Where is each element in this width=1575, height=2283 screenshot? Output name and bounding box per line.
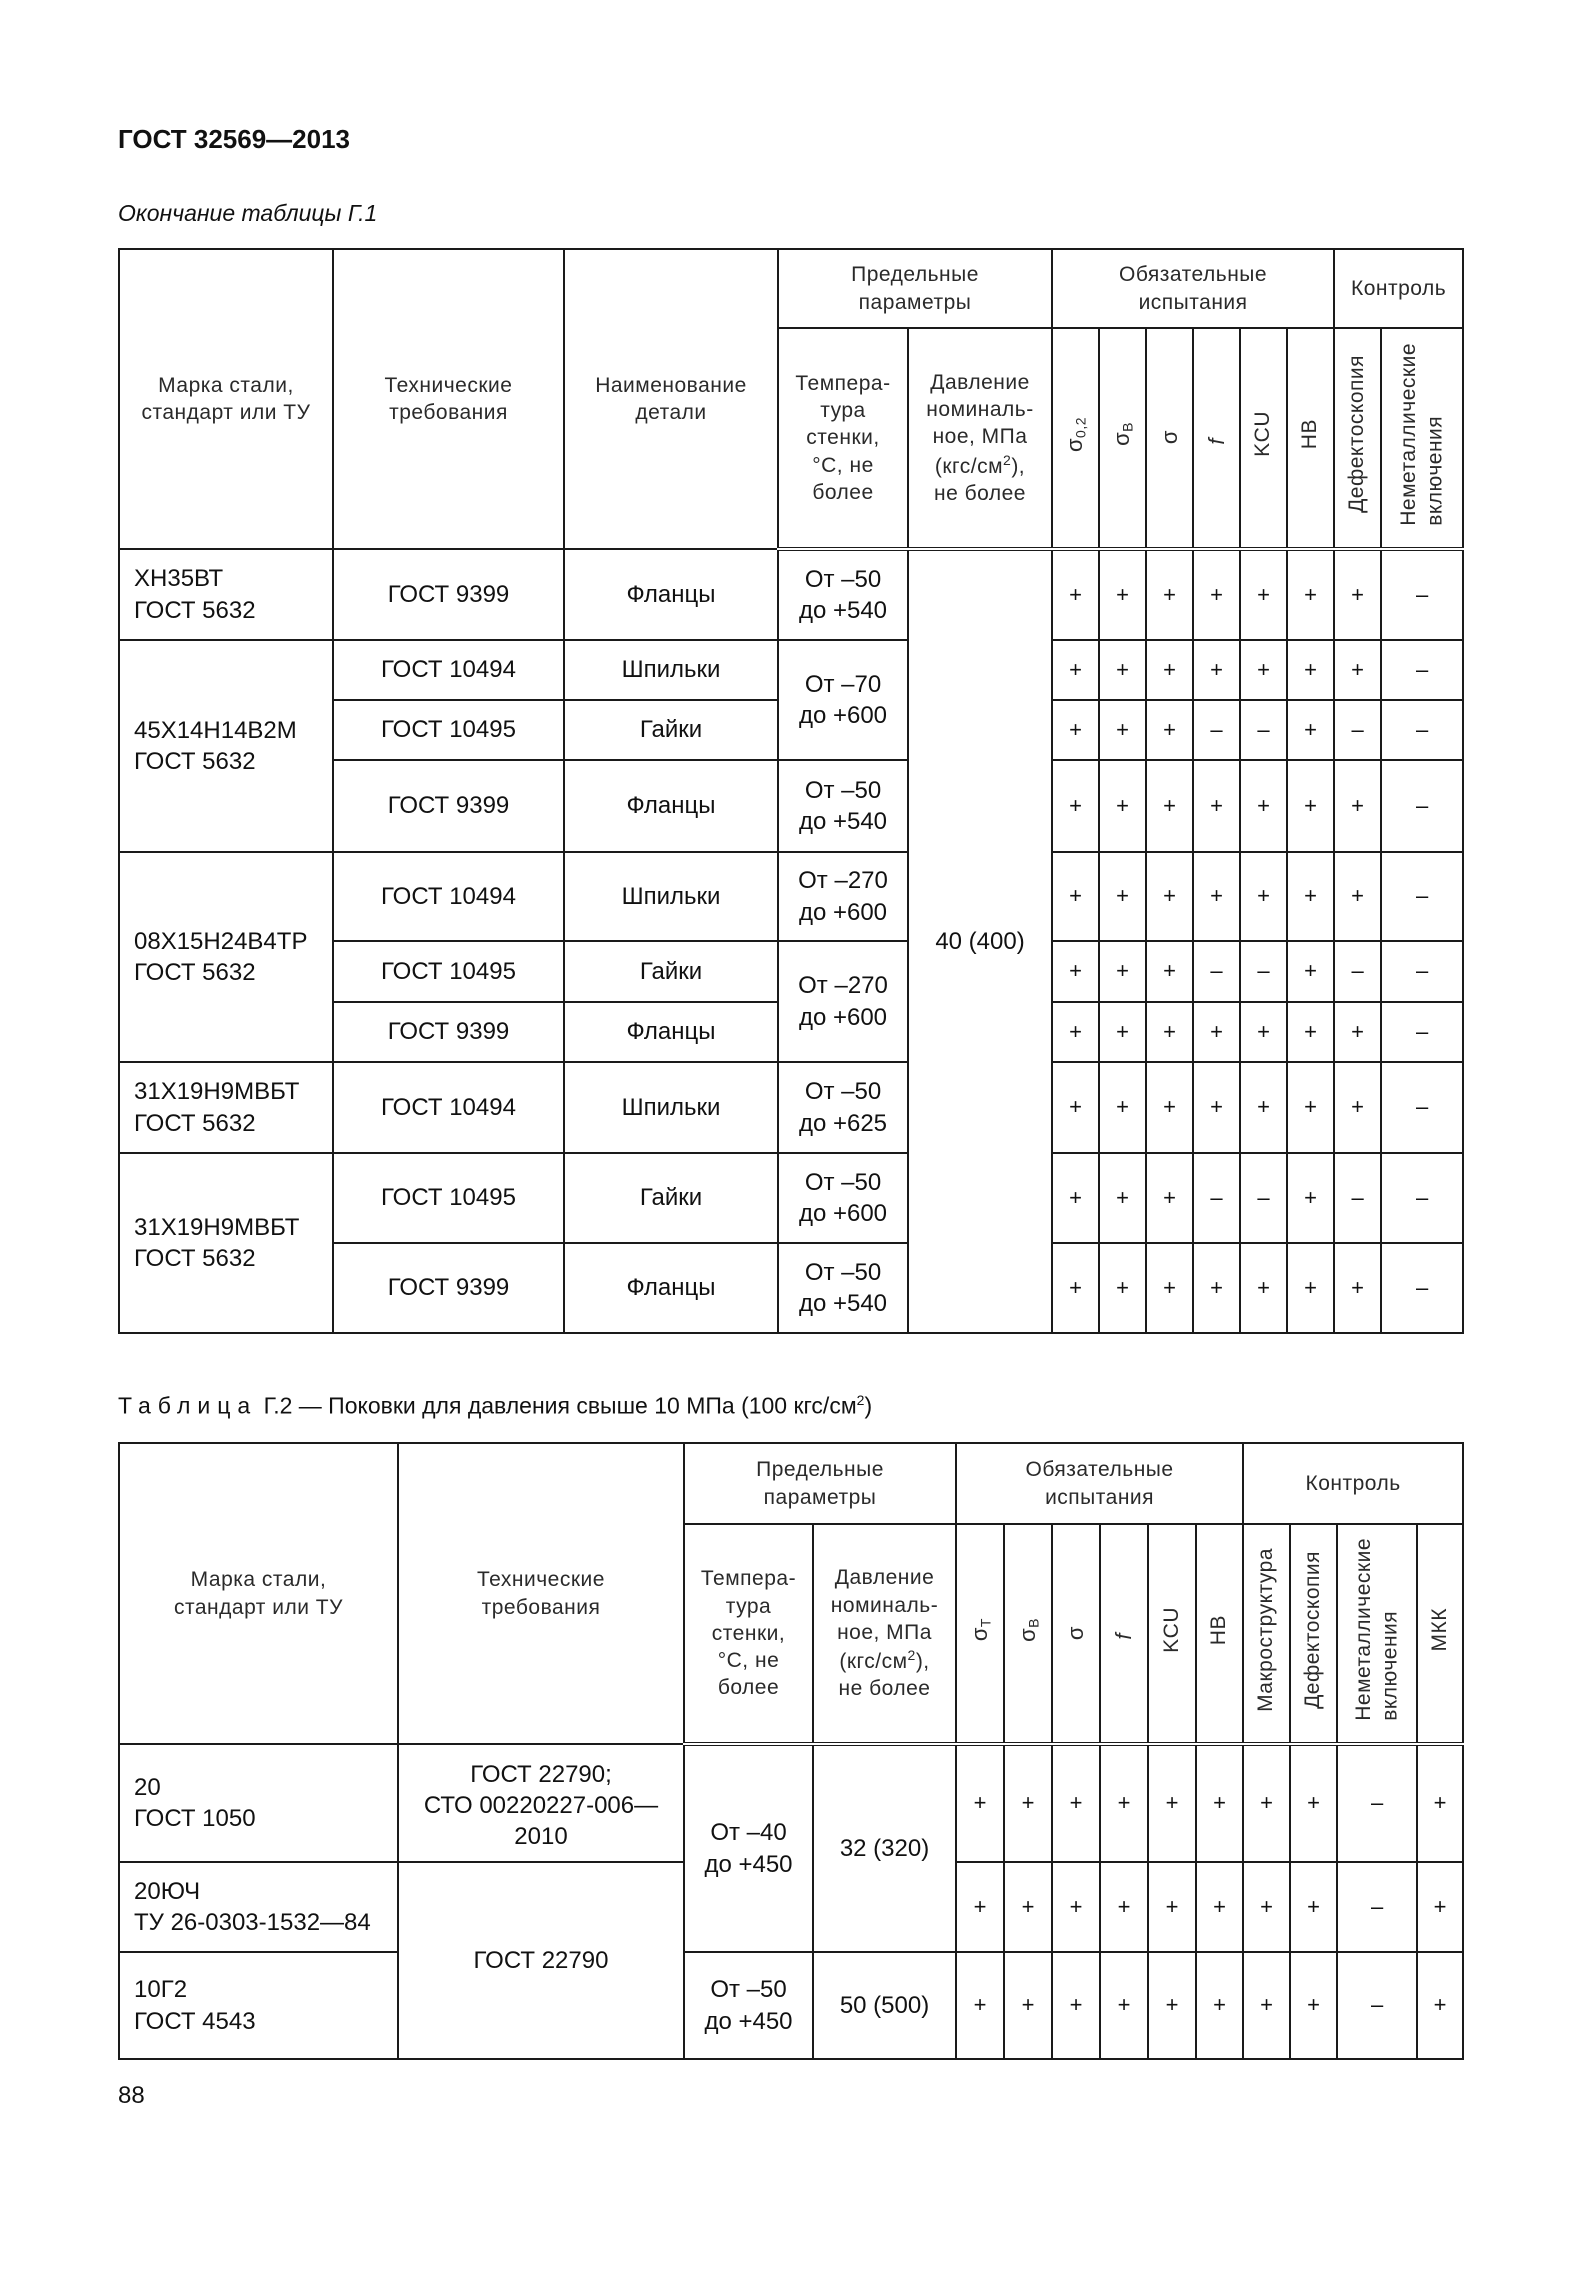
header-sigma: σ [1146,328,1193,549]
header-mandatory-tests: Обязательные испытания [956,1443,1243,1524]
header-tech-req: Технические требования [333,249,564,549]
temp-cell: От –270 до +600 [778,941,908,1062]
header-sigma-b: $\sigma_В$ [1099,328,1146,549]
header-limit-params: Предельные параметры [684,1443,956,1524]
mark-cell: + [1193,1062,1240,1153]
header-temperature: Темпера- тура стенки, °С, не более [684,1524,813,1744]
mark-cell: – [1381,941,1463,1002]
marka-cell: 31Х19Н9МВБТ ГОСТ 5632 [119,1062,333,1153]
mark-cell: + [1243,1862,1290,1952]
marka-cell: 31Х19Н9МВБТ ГОСТ 5632 [119,1153,333,1333]
mark-cell: – [1337,1952,1417,2059]
mark-cell: + [1052,1243,1099,1333]
mark-cell: – [1381,549,1463,640]
part-cell: Гайки [564,700,778,760]
mark-cell: + [1334,852,1381,941]
header-limit-params: Предельные параметры [778,249,1052,328]
part-cell: Фланцы [564,549,778,640]
mark-cell: + [1052,1153,1099,1243]
mark-cell: + [1052,1862,1100,1952]
mark-cell: + [1290,1744,1337,1862]
mark-cell: + [1146,1243,1193,1333]
table-row [119,1062,1463,1153]
header-hb: HB [1196,1524,1243,1744]
mark-cell: + [1240,640,1287,700]
mark-cell: + [1290,1862,1337,1952]
mark-cell: – [1193,700,1240,760]
marka-cell: 20ЮЧ ТУ 26-0303-1532—84 [119,1862,398,1952]
mark-cell: + [1004,1862,1052,1952]
tech-cell: ГОСТ 9399 [333,1002,564,1062]
tech-cell: ГОСТ 10494 [333,640,564,700]
mark-cell: + [1146,549,1193,640]
table-row [119,640,1463,700]
tech-cell: ГОСТ 10495 [333,700,564,760]
marka-cell: 10Г2 ГОСТ 4543 [119,1952,398,2059]
temp-cell: От –50 до +450 [684,1952,813,2059]
table2 [118,1442,1464,2060]
mark-cell: + [1099,941,1146,1002]
mark-cell: + [1334,1062,1381,1153]
mark-cell: + [1146,1062,1193,1153]
mark-cell: – [1334,1153,1381,1243]
mark-cell: + [1287,700,1334,760]
mark-cell: + [1243,1952,1290,2059]
table1-caption: Окончание таблицы Г.1 [118,200,378,226]
temp-cell: От –50 до +625 [778,1062,908,1153]
header-sigma-b: $\sigma_В$ [1004,1524,1052,1744]
mark-cell: + [1052,760,1099,852]
mark-cell: + [1099,549,1146,640]
page-number: 88 [118,2082,145,2109]
mark-cell: + [1146,1153,1193,1243]
mark-cell: – [1193,1153,1240,1243]
mark-cell: + [1196,1952,1243,2059]
mark-cell: – [1381,640,1463,700]
mark-cell: + [1099,1153,1146,1243]
mark-cell: + [1052,1062,1099,1153]
tech-cell: ГОСТ 10495 [333,941,564,1002]
header-tech-req: Технические требования [398,1443,684,1744]
temp-cell: От –40 до +450 [684,1744,813,1952]
mark-cell: + [1334,549,1381,640]
header-hb: HB [1287,328,1334,549]
tech-cell: ГОСТ 9399 [333,1243,564,1333]
tech-cell: ГОСТ 10494 [333,1062,564,1153]
mark-cell: + [956,1744,1004,1862]
mark-cell: + [1193,1002,1240,1062]
header-mkk: МКК [1417,1524,1463,1744]
pressure-cell: 40 (400) [908,549,1052,1333]
mark-cell: – [1337,1862,1417,1952]
mark-cell: + [1240,1243,1287,1333]
mark-cell: + [1004,1952,1052,2059]
mark-cell: + [1099,852,1146,941]
mark-cell: + [1290,1952,1337,2059]
mark-cell: + [1100,1952,1148,2059]
header-marka: Марка стали, стандарт или ТУ [119,249,333,549]
marka-cell: ХН35ВТ ГОСТ 5632 [119,549,333,640]
mark-cell: + [1287,640,1334,700]
mark-cell: – [1240,700,1287,760]
part-cell: Фланцы [564,760,778,852]
mark-cell: + [1099,640,1146,700]
mark-cell: + [1052,640,1099,700]
mark-cell: + [1287,1243,1334,1333]
mark-cell: + [1099,1062,1146,1153]
header-nonmetallic: Неметаллические включения [1337,1524,1417,1744]
mark-cell: + [1417,1952,1463,2059]
mark-cell: + [1148,1862,1196,1952]
mark-cell: + [1193,549,1240,640]
mark-cell: + [1052,1002,1099,1062]
mark-cell: + [1196,1744,1243,1862]
header-pressure: Давление номиналь- ное, МПа $(кгс/см^2)$, не более [813,1524,956,1744]
mark-cell: + [1004,1744,1052,1862]
mark-cell: + [1287,1002,1334,1062]
temp-cell: От –50 до +600 [778,1153,908,1243]
mark-cell: – [1381,1243,1463,1333]
mark-cell: + [1052,1952,1100,2059]
mark-cell: + [1417,1744,1463,1862]
mark-cell: + [1196,1862,1243,1952]
mark-cell: + [1148,1744,1196,1862]
mark-cell: + [1099,1002,1146,1062]
mark-cell: + [1240,852,1287,941]
mark-cell: + [1146,700,1193,760]
tech-cell: ГОСТ 9399 [333,760,564,852]
mark-cell: + [1052,549,1099,640]
document-header: ГОСТ 32569—2013 [118,124,350,154]
mark-cell: + [1287,1062,1334,1153]
pressure-cell: 50 (500) [813,1952,956,2059]
mark-cell: + [1240,549,1287,640]
temp-cell: От –270 до +600 [778,852,908,941]
mark-cell: + [1287,941,1334,1002]
mark-cell: + [1099,1243,1146,1333]
mark-cell: + [1146,640,1193,700]
mark-cell: + [956,1952,1004,2059]
header-macrostructure: Макроструктура [1243,1524,1290,1744]
mark-cell: + [1146,852,1193,941]
tech-cell: ГОСТ 10494 [333,852,564,941]
part-cell: Фланцы [564,1243,778,1333]
mark-cell: + [1334,640,1381,700]
header-kcu: KCU [1148,1524,1196,1744]
part-cell: Шпильки [564,640,778,700]
header-f: f [1100,1524,1148,1744]
table2-caption: Таблица Г.2 — Поковки для давления свыше 10 МПа (100 кгс/$см^2$) [118,1392,873,1419]
mark-cell: + [1052,852,1099,941]
mark-cell: + [1052,941,1099,1002]
part-cell: Фланцы [564,1002,778,1062]
header-mandatory-tests: Обязательные испытания [1052,249,1334,328]
tech-cell: ГОСТ 22790; СТО 00220227-006— 2010 [398,1744,684,1862]
mark-cell: + [1193,852,1240,941]
mark-cell: + [1287,549,1334,640]
tech-cell: ГОСТ 22790 [398,1862,684,2059]
mark-cell: – [1334,941,1381,1002]
header-temperature: Темпера- тура стенки, °С, не более [778,328,908,549]
header-marka: Марка стали, стандарт или ТУ [119,1443,398,1744]
marka-cell: 45Х14Н14В2М ГОСТ 5632 [119,640,333,852]
temp-cell: От –50 до +540 [778,549,908,640]
header-pressure: Давление номиналь- ное, МПа $(кгс/см^2)$, не более [908,328,1052,549]
header-defectoscopy: Дефектоскопия [1334,328,1381,549]
mark-cell: + [1334,1243,1381,1333]
mark-cell: + [1099,700,1146,760]
mark-cell: + [1193,760,1240,852]
mark-cell: – [1337,1744,1417,1862]
header-nonmetallic: Неметаллические включения [1381,328,1463,549]
header-control: Контроль [1334,249,1463,328]
mark-cell: – [1381,1153,1463,1243]
tech-cell: ГОСТ 10495 [333,1153,564,1243]
header-kcu: KCU [1240,328,1287,549]
mark-cell: + [1100,1862,1148,1952]
header-part-name: Наименование детали [564,249,778,549]
mark-cell: + [1099,760,1146,852]
mark-cell: – [1240,941,1287,1002]
header-defectoscopy: Дефектоскопия [1290,1524,1337,1744]
mark-cell: + [1334,1002,1381,1062]
mark-cell: + [1334,760,1381,852]
mark-cell: + [1417,1862,1463,1952]
mark-cell: – [1381,1062,1463,1153]
header-f: f [1193,328,1240,549]
table-row [119,549,1463,640]
mark-cell: + [1052,1744,1100,1862]
mark-cell: + [1146,941,1193,1002]
marka-cell: 08Х15Н24В4ТР ГОСТ 5632 [119,852,333,1062]
mark-cell: – [1381,852,1463,941]
mark-cell: – [1334,700,1381,760]
mark-cell: + [1287,852,1334,941]
temp-cell: От –50 до +540 [778,760,908,852]
marka-cell: 20 ГОСТ 1050 [119,1744,398,1862]
pressure-cell: 32 (320) [813,1744,956,1952]
table-row [119,1744,1463,1862]
mark-cell: + [1100,1744,1148,1862]
mark-cell: – [1381,700,1463,760]
mark-cell: – [1240,1153,1287,1243]
mark-cell: + [1240,1062,1287,1153]
mark-cell: + [1148,1952,1196,2059]
mark-cell: + [1240,1002,1287,1062]
mark-cell: + [1146,1002,1193,1062]
part-cell: Шпильки [564,852,778,941]
header-sigma-02: $\sigma_{0,2}$ [1052,328,1099,549]
mark-cell: + [1240,760,1287,852]
part-cell: Гайки [564,941,778,1002]
header-sigma-t: $\sigma_Т$ [956,1524,1004,1744]
header-control: Контроль [1243,1443,1463,1524]
mark-cell: + [1243,1744,1290,1862]
table-row [119,852,1463,941]
table-row [119,1153,1463,1243]
header-sigma: σ [1052,1524,1100,1744]
tech-cell: ГОСТ 9399 [333,549,564,640]
part-cell: Шпильки [564,1062,778,1153]
part-cell: Гайки [564,1153,778,1243]
temp-cell: От –50 до +540 [778,1243,908,1333]
mark-cell: + [1193,1243,1240,1333]
table1 [118,248,1464,1334]
mark-cell: + [1052,700,1099,760]
mark-cell: + [1287,1153,1334,1243]
mark-cell: – [1193,941,1240,1002]
mark-cell: + [1146,760,1193,852]
mark-cell: – [1381,760,1463,852]
mark-cell: + [956,1862,1004,1952]
mark-cell: – [1381,1002,1463,1062]
temp-cell: От –70 до +600 [778,640,908,760]
mark-cell: + [1287,760,1334,852]
table-row [119,1952,1463,2059]
mark-cell: + [1193,640,1240,700]
